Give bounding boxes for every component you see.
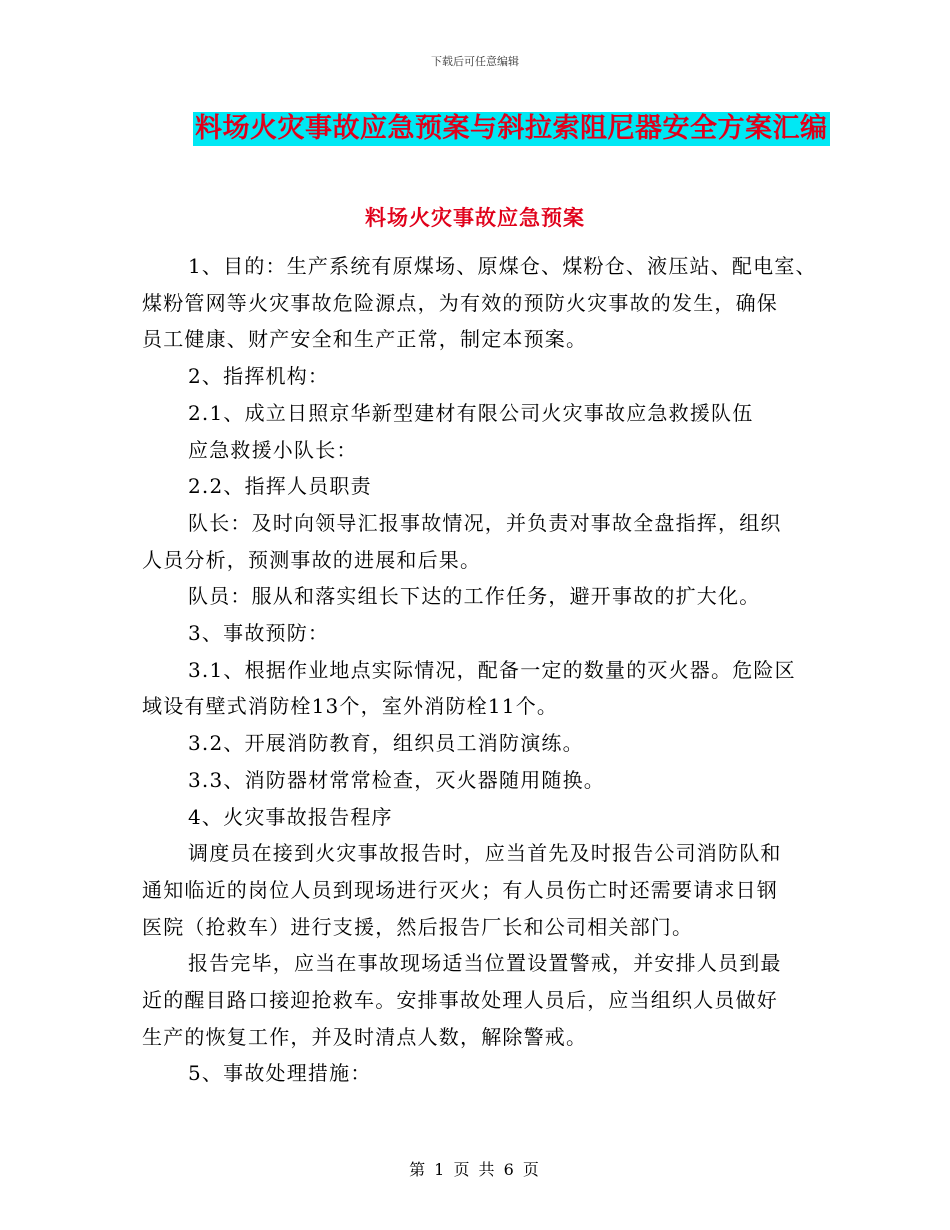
body-line: 通知临近的岗位人员到现场进行灭火；有人员伤亡时还需要请求日钢: [142, 877, 778, 902]
body-line: 5、事故处理措施：: [188, 1061, 372, 1086]
body-line: 4、火灾事故报告程序: [188, 804, 393, 829]
body-line: 生产的恢复工作，并及时清点人数，解除警戒。: [142, 1024, 588, 1049]
document-title: 料场火灾事故应急预案与斜拉索阻尼器安全方案汇编: [195, 113, 828, 144]
body-line: 近的醒目路口接迎抢救车。安排事故处理人员后，应当组织人员做好: [142, 988, 778, 1013]
body-line: 队员：服从和落实组长下达的工作任务，避开事故的扩大化。: [188, 584, 761, 609]
body-line: 1、目的：生产系统有原煤场、原煤仓、煤粉仓、液压站、配电室、: [188, 254, 817, 278]
body-line: 报告完毕，应当在事故现场适当位置设置警戒，并安排人员到最: [188, 951, 782, 976]
page-header-note: 下载后可任意编辑: [431, 55, 519, 68]
body-line: 2.1、成立日照京华新型建材有限公司火灾事故应急救援队伍: [188, 400, 754, 425]
body-line: 人员分析，预测事故的进展和后果。: [142, 547, 482, 572]
body-line: 调度员在接到火灾事故报告时，应当首先及时报告公司消防队和: [188, 841, 782, 866]
body-line: 域设有壁式消防栓13个，室外消防栓11个。: [142, 694, 559, 719]
body-line: 医院（抢救车）进行支援，然后报告厂长和公司相关部门。: [142, 914, 694, 939]
body-line: 员工健康、财产安全和生产正常，制定本预案。: [142, 327, 588, 352]
section-title: 料场火灾事故应急预案: [365, 206, 585, 230]
document-body: [142, 248, 817, 1092]
body-line: 3.3、消防器材常常检查，灭火器随用随换。: [188, 767, 606, 792]
body-line: 3.2、开展消防教育，组织员工消防演练。: [188, 731, 584, 756]
body-line: 2、指挥机构：: [188, 364, 330, 389]
body-line: 2.2、指挥人员职责: [188, 474, 372, 499]
body-line: 3.1、根据作业地点实际情况，配备一定的数量的灭火器。危险区: [188, 657, 796, 682]
body-line: 队长：及时向领导汇报事故情况，并负责对事故全盘指挥，组织: [188, 510, 782, 535]
body-line: 应急救援小队长：: [188, 437, 358, 462]
body-line: 3、事故预防：: [188, 621, 330, 646]
page-number-footer: 第 1 页 共 6 页: [409, 1160, 541, 1179]
body-line: 煤粉管网等火灾事故危险源点，为有效的预防火灾事故的发生，确保: [142, 290, 778, 315]
